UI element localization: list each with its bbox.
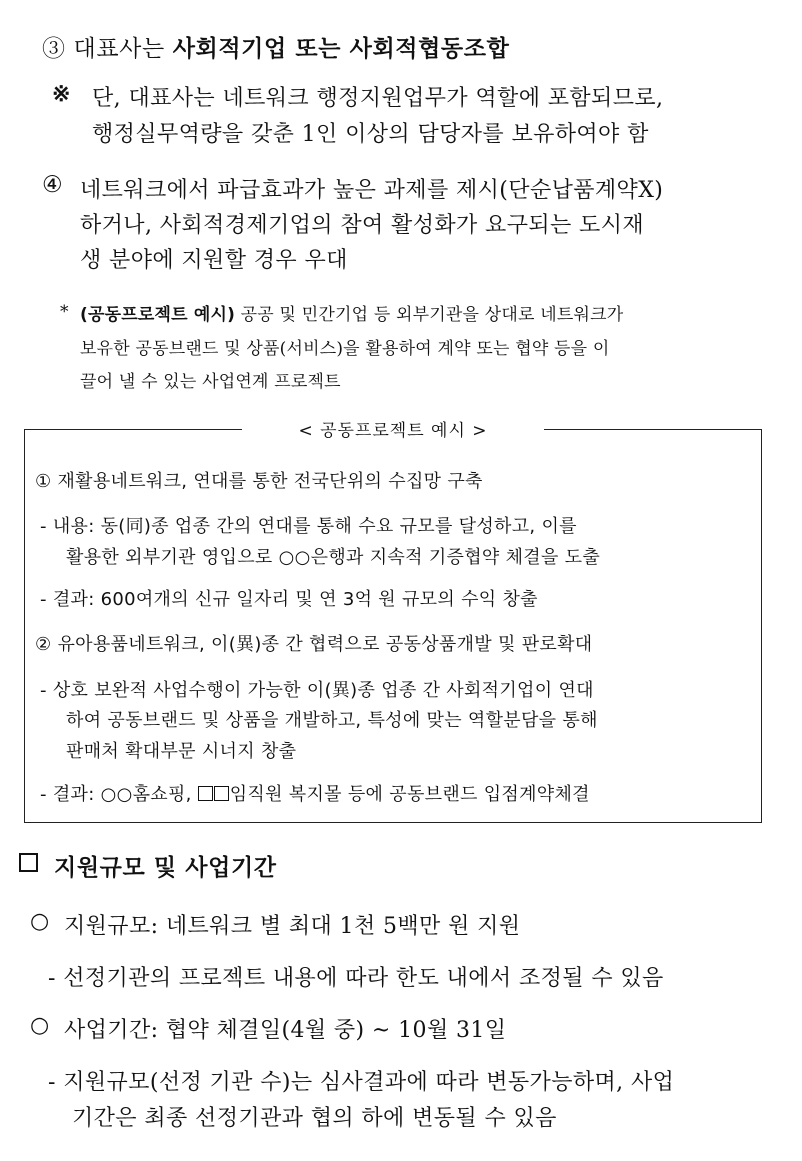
example-2-content-line-2: 하여 공동브랜드 및 상품을 개발하고, 특성에 맞는 역할분담을 통해	[66, 710, 598, 731]
example-2-title: ② 유아용품네트워크, 이(異)종 간 협력으로 공동상품개발 및 판로확대	[35, 634, 593, 655]
example-2-content-line-1: - 상호 보완적 사업수행이 가능한 이(異)종 업종 간 사회적기업이 연대	[40, 680, 594, 701]
note-line-2: 행정실무역량을 갖춘 1인 이상의 담당자를 보유하여야 함	[92, 122, 649, 147]
example-1-content-line-2: 활용한 외부기관 영입으로 ○○은행과 지속적 기증협약 체결을 도출	[66, 547, 601, 568]
period-text: 사업기간: 협약 체결일(4월 중) ~ 10월 31일	[64, 1018, 507, 1043]
example-1-result: - 결과: 600여개의 신규 일자리 및 연 3억 원 규모의 수익 창출	[40, 589, 538, 610]
section-square-icon	[19, 853, 38, 872]
item4-line-3: 생 분야에 지원할 경우 우대	[80, 248, 348, 273]
example-2-result-prefix: - 결과: ○○홈쇼핑,	[40, 784, 198, 805]
item3-bold-text: 사회적기업 또는 사회적협동조합	[172, 36, 510, 62]
example-1-title: ① 재활용네트워크, 연대를 통한 전국단위의 수집망 구축	[35, 471, 483, 492]
example-2-result-suffix: 임직원 복지몰 등에 공동브랜드 입점계약체결	[229, 784, 590, 805]
example-1-content-line-1: - 내용: 동(同)종 업종 간의 연대를 통해 수요 규모를 달성하고, 이를	[40, 516, 577, 537]
item3-line	[42, 30, 509, 63]
scale-bullet-icon: ○	[30, 909, 50, 934]
note-line-1: 단, 대표사는 네트워크 행정지원업무가 역할에 포함되므로,	[92, 86, 664, 111]
scale-text: 지원규모: 네트워크 별 최대 1천 5백만 원 지원	[64, 914, 521, 939]
placeholder-square-icon	[214, 786, 229, 801]
placeholder-square-icon	[198, 786, 213, 801]
example-2-result	[40, 780, 590, 806]
period-note-line-1: - 지원규모(선정 기관 수)는 심사결과에 따라 변동가능하며, 사업	[48, 1070, 675, 1095]
item4-marker: ④	[42, 172, 64, 198]
footnote-line-1-rest: 공공 및 민간기업 등 외부기관을 상대로 네트워크가	[235, 305, 624, 325]
item4-line-2: 하거나, 사회적경제기업의 참여 활성화가 요구되는 도시재	[80, 213, 645, 238]
period-bullet-icon: ○	[30, 1013, 50, 1038]
footnote-line-3: 끌어 낼 수 있는 사업연계 프로젝트	[80, 372, 341, 392]
section-heading: 지원규모 및 사업기간	[54, 855, 277, 881]
footnote-bold: (공동프로젝트 예시)	[80, 305, 236, 325]
example-box-title: < 공동프로젝트 예시 >	[242, 419, 544, 443]
footnote-marker: *	[60, 302, 69, 322]
item4-line-1: 네트워크에서 파급효과가 높은 과제를 제시(단순납품계약X)	[80, 178, 664, 203]
note-marker: ※	[52, 81, 71, 107]
scale-note: - 선정기관의 프로젝트 내용에 따라 한도 내에서 조정될 수 있음	[48, 966, 664, 991]
example-2-content-line-3: 판매처 확대부문 시너지 창출	[66, 741, 297, 762]
item3-marker: ③	[42, 36, 66, 62]
period-note-line-2: 기간은 최종 선정기관과 협의 하에 변동될 수 있음	[72, 1106, 557, 1131]
footnote-line-1	[80, 300, 623, 325]
footnote-line-2: 보유한 공동브랜드 및 상품(서비스)을 활용하여 계약 또는 협약 등을 이	[80, 339, 610, 359]
item3-text: 대표사는	[73, 36, 173, 62]
